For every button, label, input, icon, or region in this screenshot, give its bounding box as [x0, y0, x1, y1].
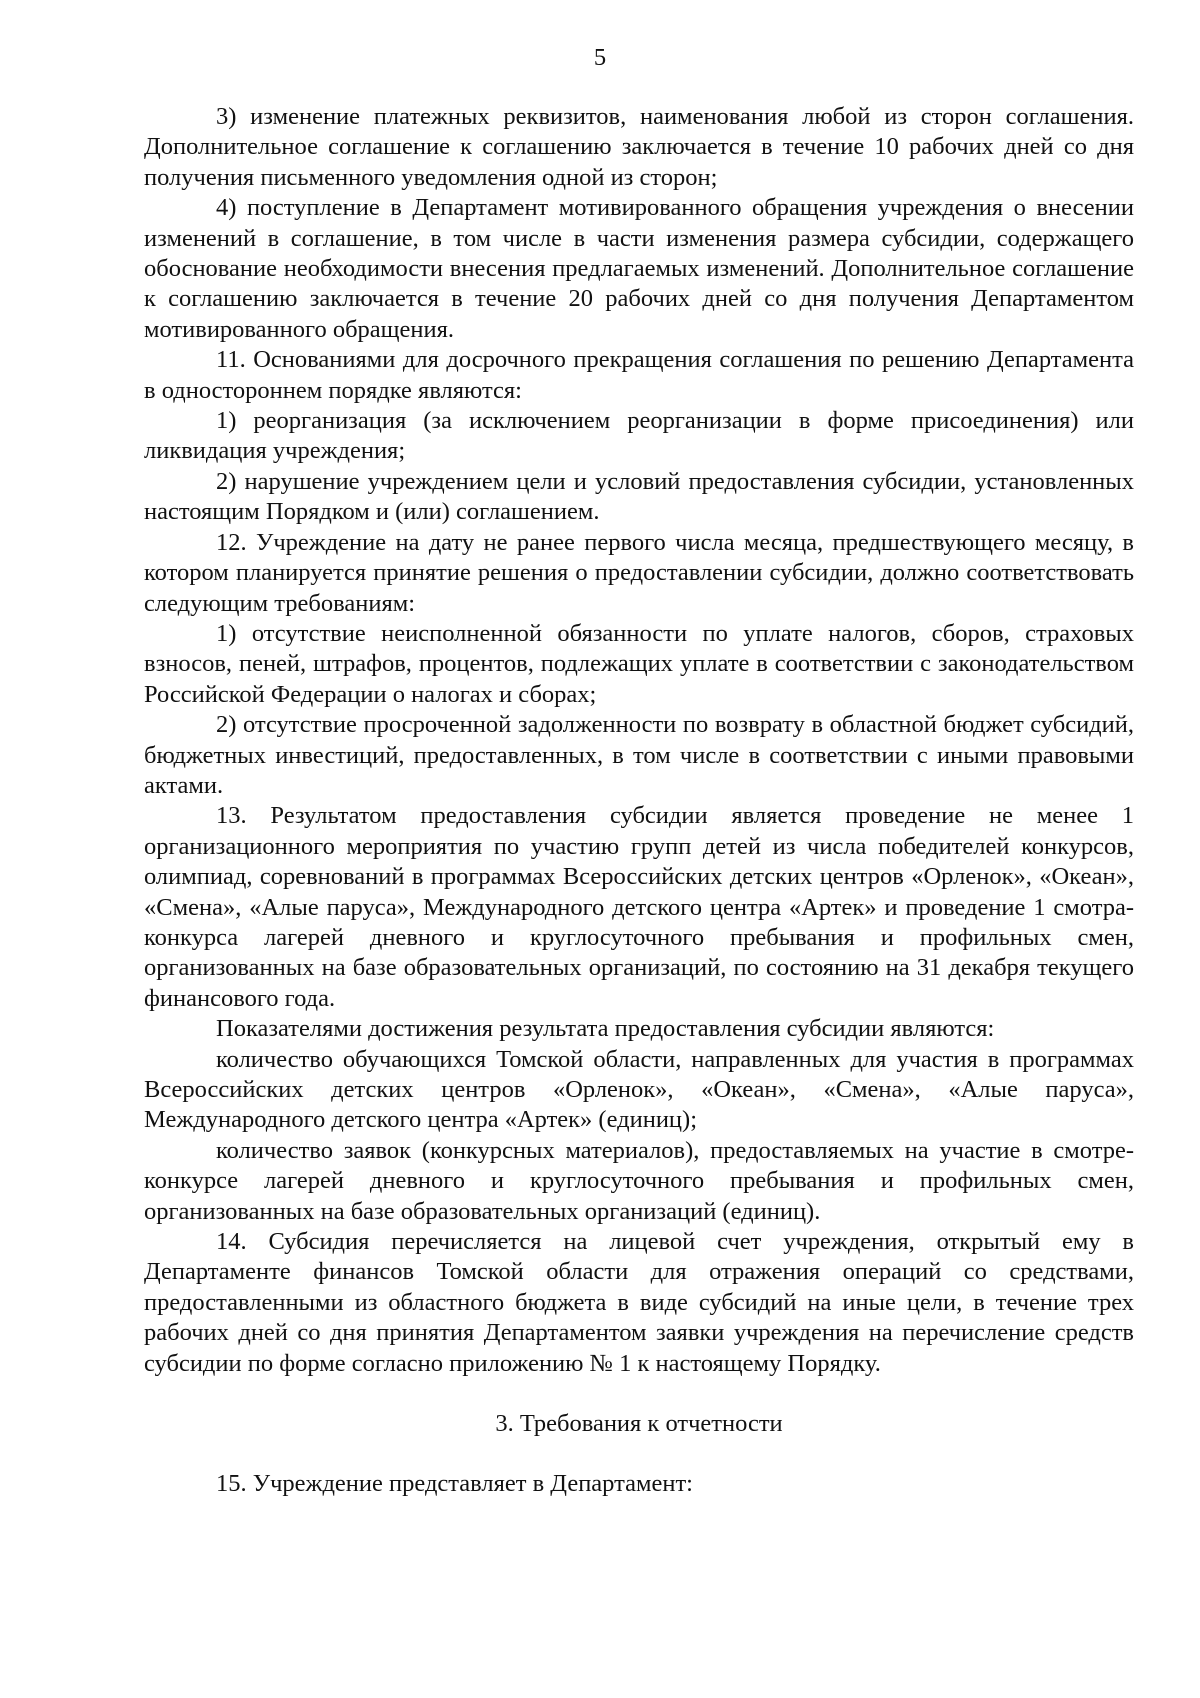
paragraph-clause-12: 12. Учреждение на дату не ранее первого числа месяца, предшествующего месяцу, в котором планируется принятие решения о предоставлении субсидии, должно соответствовать следующим требованиям:: [144, 528, 1134, 617]
paragraph-indicators-intro: Показателями достижения результата предоставления субсидии являются:: [216, 1015, 995, 1043]
paragraph-item-4-motivated-request: 4) поступление в Департамент мотивированного обращения учреждения о внесении изменений в соглашение, в том числе в части изменения размера субсидии, содержащего обоснование необходимости внесения предлагаемых изменений. Дополнительное соглашение к соглашению заключается в течение 20 рабочих дней со дня получения Департаментом мотивированного обращения.: [144, 194, 1134, 343]
paragraph-clause-15: 15. Учреждение представляет в Департамент:: [216, 1470, 693, 1498]
paragraph-clause-11-item-2: 2) нарушение учреждением цели и условий предоставления субсидии, установленных настоящим Порядком и (или) соглашением.: [144, 467, 1134, 526]
page-number: 5: [593, 44, 607, 71]
paragraph-indicator-applications: количество заявок (конкурсных материалов), предоставляемых на участие в смотре-конкурсе лагерей дневного и круглосуточного пребывания и профильных смен, организованных на базе образовательных организаций (единиц).: [144, 1136, 1134, 1225]
paragraph-clause-11: 11. Основаниями для досрочного прекращения соглашения по решению Департамента в одностороннем порядке являются:: [144, 346, 1134, 404]
document-body: [144, 102, 1134, 1500]
paragraph-clause-11-item-1: 1) реорганизация (за исключением реорганизации в форме присоединения) или ликвидация учреждения;: [144, 407, 1134, 465]
paragraph-clause-12-item-2: 2) отсутствие просроченной задолженности по возврату в областной бюджет субсидий, бюджетных инвестиций, предоставленных, в том числе в соответствии с иными правовыми актами.: [144, 711, 1134, 799]
paragraph-clause-12-item-1: 1) отсутствие неисполненной обязанности по уплате налогов, сборов, страховых взносов, пеней, штрафов, процентов, подлежащих уплате в соответствии с законодательством Российской Федерации о налогах и сборах;: [144, 619, 1134, 708]
paragraph-indicator-students: количество обучающихся Томской области, направленных для участия в программах Всероссийских детских центров «Орленок», «Океан», «Смена», «Алые паруса», Международного детского центра «Артек» (единиц);: [144, 1045, 1134, 1134]
section-heading: 3. Требования к отчетности: [495, 1410, 783, 1438]
paragraph-clause-13: 13. Результатом предоставления субсидии является проведение не менее 1 организационного мероприятия по участию групп детей из числа победителей конкурсов, олимпиад, соревнований в программах Всероссийских детских центров «Орленок», «Океан», «Смена», «Алые паруса», Международного детского центра «Артек» и проведение 1 смотра-конкурса лагерей дневного и круглосуточного пребывания и профильных смен, организованных на базе образовательных организаций, по состоянию на 31 декабря текущего финансового года.: [144, 802, 1134, 1012]
paragraph-item-3-payment-details: 3) изменение платежных реквизитов, наименования любой из сторон соглашения. Дополнительное соглашение к соглашению заключается в течение 10 рабочих дней со дня получения письменного уведомления одной из сторон;: [144, 103, 1134, 191]
paragraph-clause-14: 14. Субсидия перечисляется на лицевой счет учреждения, открытый ему в Департаменте финансов Томской области для отражения операций со средствами, предоставленными из областного бюджета в виде субсидий на иные цели, в течение трех рабочих дней со дня принятия Департаментом заявки учреждения на перечисление средств субсидии по форме согласно приложению № 1 к настоящему Порядку.: [144, 1228, 1134, 1377]
